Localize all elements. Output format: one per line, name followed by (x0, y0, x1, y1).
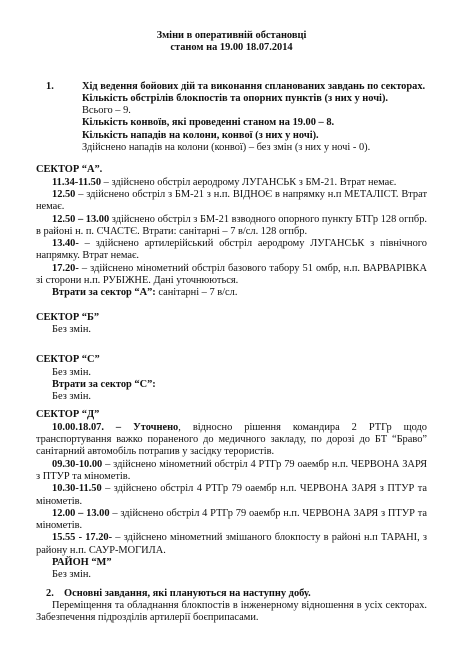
entry-text: – здійснено мінометний обстріл базового табору 51 омбр, н.п. ВАРВАРІВКА зі сторони н.п. РУБІЖНЕ. Дані уточнюються. (36, 262, 427, 287)
entry-time: 12.50 – 13.00 (52, 213, 110, 225)
section-1 (36, 81, 427, 155)
sector-d-entry (36, 459, 427, 484)
sector-d-entry (36, 483, 427, 508)
sector-b (36, 312, 427, 337)
district-m-heading: РАЙОН “М” (52, 556, 112, 568)
sector-b-status: Без змін. (52, 323, 91, 335)
sector-d (36, 409, 427, 557)
sector-c-heading: СЕКТОР “С” (36, 354, 100, 366)
sector-c-losses-status: Без змін. (52, 391, 91, 403)
sector-a-entry (36, 238, 427, 263)
entry-time: 17.20- (52, 262, 79, 274)
sector-d-entry (36, 422, 427, 459)
entry-time: 10.30-11.50 (52, 483, 102, 495)
section-1-heading (36, 81, 427, 93)
losses-value: санітарні – 7 в/сл. (155, 287, 238, 299)
entry-text: – здійснено обстріл з БМ-21 з н.п. ВІДНОЄ в напрямку н.п МЕТАЛІСТ. Втрат немає. (36, 188, 427, 213)
entry-time: 12.50 (52, 188, 76, 200)
sector-a-entry (36, 189, 427, 214)
section-2-heading-text: Основні завдання, які плануються на наступну добу. (64, 587, 311, 599)
convoy-count-label: Кількість конвоїв, які проведенні станом на 19.00 – 8. (82, 117, 335, 129)
entry-time: 13.40- (52, 238, 79, 250)
district-m-status: Без змін. (52, 569, 91, 581)
section-1-number: 1. (46, 80, 54, 92)
sector-d-heading: СЕКТОР “Д” (36, 409, 100, 421)
sector-a (36, 164, 427, 299)
sector-d-entry (36, 532, 427, 557)
sector-a-heading: СЕКТОР “А”. (36, 164, 103, 176)
section-2-heading (36, 588, 427, 600)
entry-text: – здійснено мінометний змішаного блокпосту в районі н.п ТАРАНІ, з району н.п. САУР-МОГИЛА. (36, 532, 427, 556)
shelling-total: Всього – 9. (82, 105, 131, 117)
entry-text: , відносно рішення командира 2 РТГр щодо транспортування важко пораненого до медичного закладу, по дорозі до БТ “Браво” санітарний автомобіль потрапив у засідку терористів. (36, 421, 427, 458)
document-title (36, 30, 427, 55)
section-2-text: Переміщення та обладнання блокпостів в інженерному відношення в усіх секторах. Забезпечення підрозділів артилерії боєприпасами. (36, 599, 427, 624)
sector-a-entry (36, 177, 427, 189)
entry-bold: – Уточнено (103, 421, 179, 433)
section-2 (36, 588, 427, 625)
entry-text: – здійснено обстріл 4 РТГр 79 оаембр н.п. ЧЕРВОНА ЗАРЯ з ПТУР та мінометів. (36, 483, 427, 507)
sector-c-status: Без змін. (52, 366, 91, 378)
entry-text: – здійснено мінометний обстріл 4 РТГр 79 оаембр н.п. ЧЕРВОНА ЗАРЯ з ПТУР та мінометів. (36, 458, 427, 482)
title-line-2: станом на 19.00 18.07.2014 (170, 42, 293, 54)
entry-time: 09.30-10.00 (52, 458, 103, 470)
entry-text: – здійснено обстріл 4 РТГр 79 оаембр н.п. ЧЕРВОНА ЗАРЯ з ПТУР та мінометів. (36, 507, 427, 532)
entry-text: здійснено обстріл з БМ-21 взводного опорного пункту БТГр 128 огпбр. в районі н. п. СЧАСТЄ. Втрати: санітарні – 7 в/сл. 128 огпбр. (36, 213, 427, 237)
sector-a-losses (36, 287, 427, 299)
sector-a-entry (36, 263, 427, 288)
entry-time: 15.55 - 17.20- (52, 532, 113, 544)
section-2-number: 2. (46, 587, 54, 599)
title-line-1: Зміни в оперативній обстановці (156, 30, 307, 41)
entry-time: 11.34-11.50 (52, 176, 102, 188)
sector-c (36, 354, 427, 403)
entry-time: 12.00 – 13.00 (52, 507, 110, 519)
entry-time: 10.00.18.07. (52, 421, 104, 433)
attack-count-label: Кількість нападів на колони, конвої (з них у ночі). (82, 129, 319, 141)
district-m (36, 557, 427, 582)
attack-result: Здійснено нападів на колони (конвої) – без змін (з них у ночі - 0). (82, 142, 371, 154)
shelling-count-label: Кількість обстрілів блокпостів та опорних пунктів (з них у ночі). (82, 92, 389, 104)
sector-a-entry (36, 214, 427, 239)
sector-d-entry (36, 508, 427, 533)
entry-text: – здійснено обстріл аеродрому ЛУГАНСЬК з БМ-21. Втрат немає. (101, 176, 397, 188)
entry-text: – здійснено артилерійський обстріл аеродрому ЛУГАНСЬК з північного напрямку. Втрат немає. (36, 238, 427, 262)
sector-b-heading: СЕКТОР “Б” (36, 311, 100, 323)
section-1-heading-text: Хід ведення бойових дій та виконання спланованих завдань по секторах. (82, 80, 426, 92)
sector-c-losses-label: Втрати за сектор “С”: (52, 378, 156, 390)
losses-label: Втрати за сектор “А”: (52, 287, 156, 299)
